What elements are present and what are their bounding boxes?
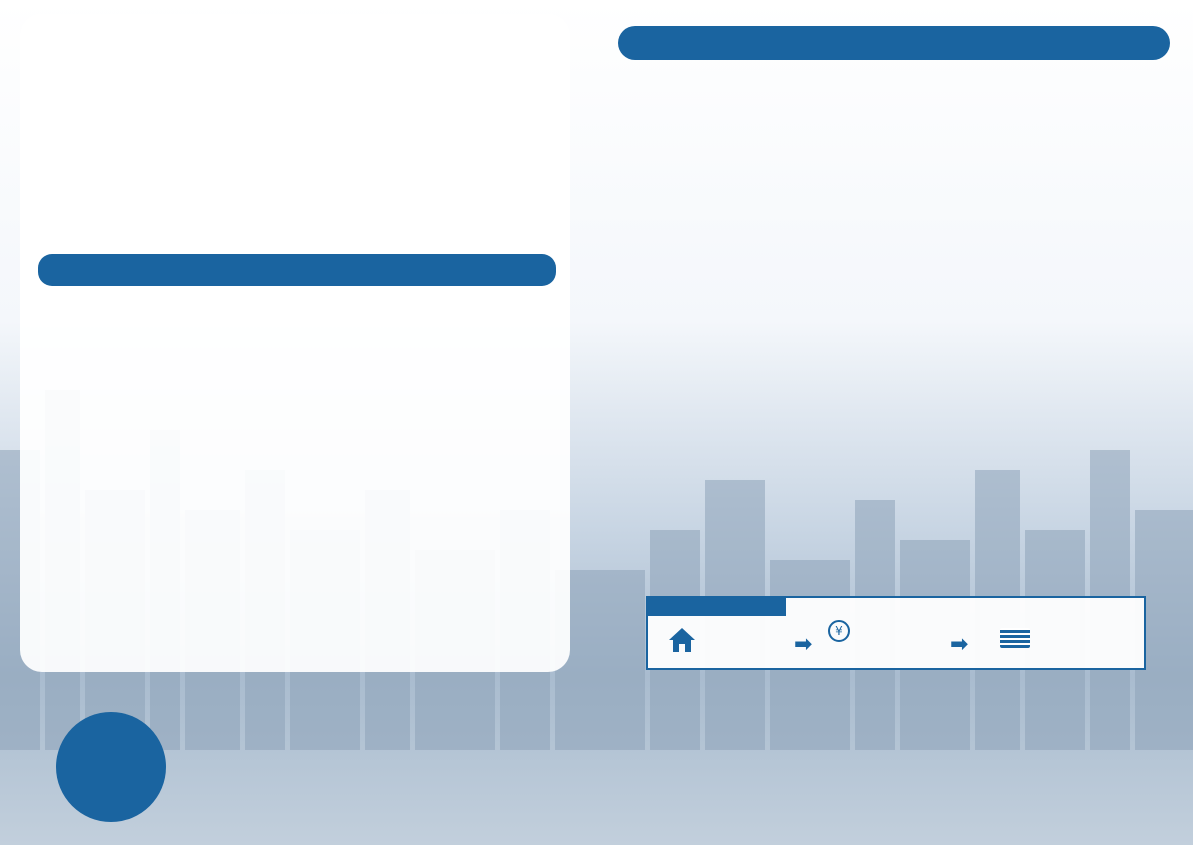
left-panel [20,14,570,672]
service-title-circle [56,712,166,822]
house-icon [668,626,696,654]
arrow-right-icon: ➡ [794,632,813,657]
coin-icon: ¥ [828,620,850,642]
system-title-bar [38,254,556,286]
money-icon [1000,628,1030,648]
example-title [646,596,786,616]
arrow-right-icon: ➡ [950,632,969,657]
flow-title-bar [618,26,1170,60]
example-box [646,596,1146,670]
